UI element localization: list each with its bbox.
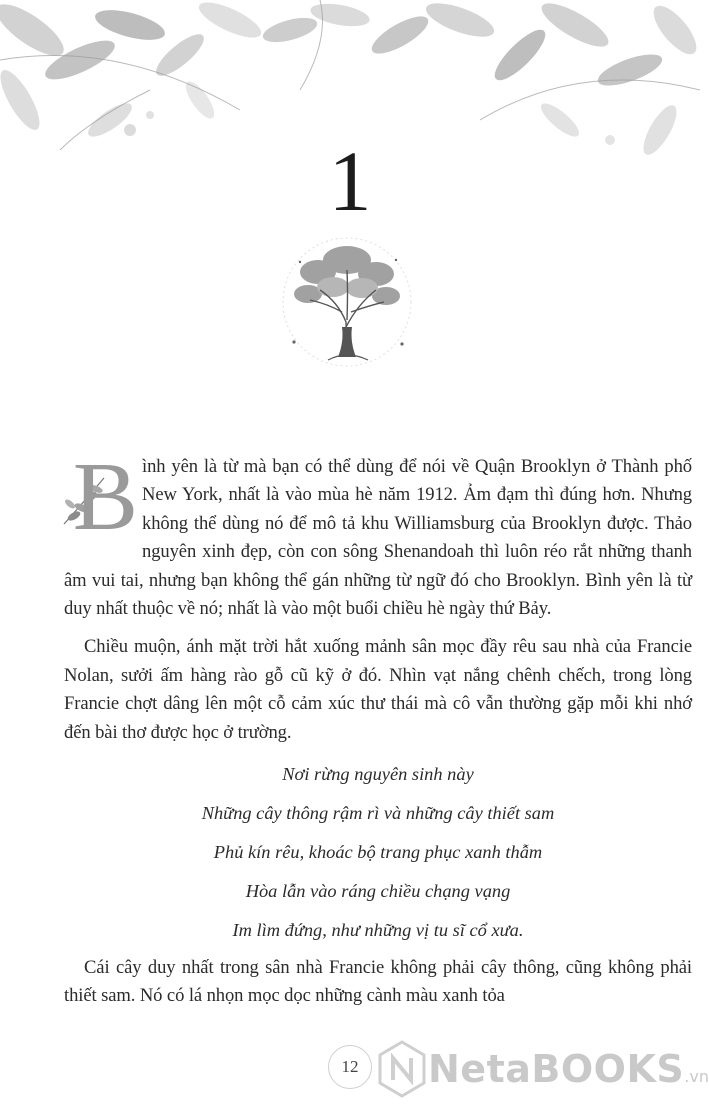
chapter-number: 1 [328,133,372,229]
paragraph-3: Cái cây duy nhất trong sân nhà Francie không phải cây thông, cũng không phải thiết sam. Nó có lá nhọn mọc dọc những cành màu xanh tỏa [64,957,692,1007]
poem-line: Những cây thông rậm rì và những cây thiết sam [201,803,555,824]
tree-of-life-icon [278,232,416,377]
drop-cap [60,443,138,551]
watermark-brand: NetaBOOKS [428,1047,685,1091]
poem [64,755,692,950]
page-number: 12 [328,1045,372,1089]
watermark-suffix: .vn [684,1067,709,1086]
poem-line: Nơi rừng nguyên sinh này [282,764,474,785]
netabooks-logo-icon [378,1040,426,1098]
poem-line: Hòa lẫn vào ráng chiều chạng vạng [245,881,511,902]
poem-line: Im lìm đứng, như những vị tu sĩ cổ xưa. [232,920,524,941]
paragraph-1 [64,443,692,623]
paragraph-2: Chiều muộn, ánh mặt trời hắt xuống mảnh sân mọc đầy rêu sau nhà của Francie Nolan, sưởi ấm hàng rào gỗ cũ kỹ ở đó. Nhìn vạt nắng chênh chếch, trong lòng Francie chợt dâng lên một cỗ cảm xúc thư thái mà cô vẫn thường gặp mỗi khi nhớ đến bài thơ được học ở trường. [64,636,692,743]
watermark [428,1049,709,1097]
drop-cap-letter: B [72,443,138,551]
poem-line: Phủ kín rêu, khoác bộ trang phục xanh thẫm [213,842,543,863]
paragraph-1-text: ình yên là từ mà bạn có thể dùng để nói về Quận Brooklyn ở Thành phố New York, nhất là vào mùa hè năm 1912. Ảm đạm thì đúng hơn. Nhưng không thể dùng nó để mô tả khu Williamsburg của Brooklyn được. Thảo nguyên xinh đẹp, còn con sông Shenandoah thì luôn réo rắt những thanh âm vui tai, nhưng bạn không thể gán những từ ngữ đó cho Brooklyn. Bình yên là từ duy nhất thuộc về nó; nhất là vào một buổi chiều hè ngày thứ Bảy. [64,456,692,620]
chapter-body [64,443,692,1011]
